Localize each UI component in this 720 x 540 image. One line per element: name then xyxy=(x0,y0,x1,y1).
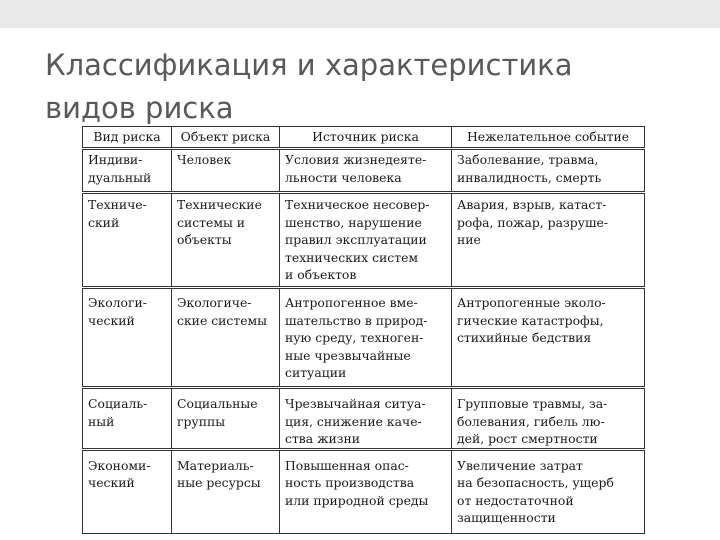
header-risk-object: Объект риска xyxy=(172,127,280,149)
cell-risk-object: Материаль- ные ресурсы xyxy=(172,449,280,533)
cell-risk-object: Человек xyxy=(172,149,280,193)
cell-undesired-event: Заболевание, травма, инвалидность, смерть xyxy=(452,149,645,193)
cell-risk-source: Чрезвычайная ситуа- ция, снижение каче- ства жизни xyxy=(280,388,452,450)
table-row xyxy=(83,449,645,533)
header-undesired-event: Нежелательное событие xyxy=(452,127,645,149)
table-row xyxy=(83,193,645,288)
cell-risk-object: Социальные группы xyxy=(172,388,280,450)
table-row xyxy=(83,288,645,388)
header-risk-source: Источник риска xyxy=(280,127,452,149)
cell-risk-object: Экологиче- ские системы xyxy=(172,288,280,388)
cell-undesired-event: Авария, взрыв, катаст- рофа, пожар, разруше- ние xyxy=(452,193,645,288)
cell-risk-object: Технические системы и объекты xyxy=(172,193,280,288)
cell-risk-type: Экономи- ческий xyxy=(83,449,172,533)
risk-table-container xyxy=(82,126,644,534)
cell-risk-type: Техниче- ский xyxy=(83,193,172,288)
cell-risk-type: Экологи- ческий xyxy=(83,288,172,388)
cell-risk-source: Антропогенное вме- шательство в природ- ную среду, техноген- ные чрезвычайные ситуации xyxy=(280,288,452,388)
cell-undesired-event: Антропогенные эколо- гические катастрофы, стихийные бедствия xyxy=(452,288,645,388)
risk-classification-table xyxy=(82,126,645,534)
cell-risk-type: Индиви- дуальный xyxy=(83,149,172,193)
table-header-row xyxy=(83,127,645,149)
slide-top-band xyxy=(0,0,720,28)
slide-title: Классификация и характеристика видов риска xyxy=(45,48,573,125)
table-row xyxy=(83,149,645,193)
cell-risk-source: Условия жизнедеяте- льности человека xyxy=(280,149,452,193)
cell-risk-source: Повышенная опас- ность производства или природной среды xyxy=(280,449,452,533)
header-risk-type: Вид риска xyxy=(83,127,172,149)
table-row xyxy=(83,388,645,450)
cell-risk-source: Техническое несовер- шенство, нарушение правил эксплуатации технических систем и объектов xyxy=(280,193,452,288)
cell-undesired-event: Увеличение затрат на безопасность, ущерб от недостаточной защищенности xyxy=(452,449,645,533)
cell-risk-type: Социаль- ный xyxy=(83,388,172,450)
cell-undesired-event: Групповые травмы, за- болевания, гибель лю- дей, рост смертности xyxy=(452,388,645,450)
